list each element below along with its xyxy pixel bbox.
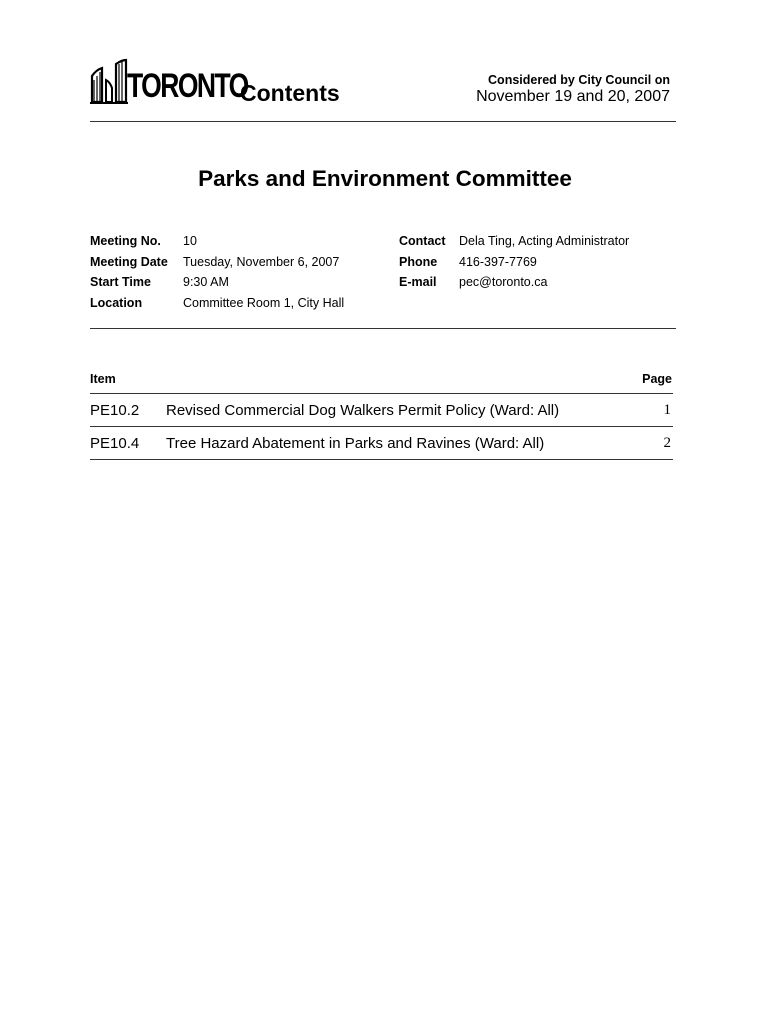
contact-value: Dela Ting, Acting Administrator <box>459 234 630 248</box>
item-id: PE10.2 <box>90 402 140 419</box>
meeting-number-label: Meeting No. <box>90 234 161 248</box>
item-title: Tree Hazard Abatement in Parks and Ravines (Ward: All) <box>166 435 545 452</box>
start-time-value: 9:30 AM <box>183 275 229 289</box>
info-divider <box>90 328 676 329</box>
table-header-divider <box>90 393 673 394</box>
header-divider <box>90 121 676 122</box>
committee-title: Parks and Environment Committee <box>198 166 572 191</box>
considered-label: Considered by City Council on <box>488 73 670 87</box>
email-value: pec@toronto.ca <box>459 275 548 289</box>
item-column-header: Item <box>90 372 116 386</box>
item-page: 2 <box>663 435 671 451</box>
item-title: Revised Commercial Dog Walkers Permit Policy (Ward: All) <box>166 402 560 419</box>
toronto-wordmark: TORONTO <box>127 67 248 105</box>
email-label: E-mail <box>399 275 437 289</box>
location-value: Committee Room 1, City Hall <box>183 296 345 310</box>
meeting-date-label: Meeting Date <box>90 255 168 269</box>
council-dates: November 19 and 20, 2007 <box>476 88 670 105</box>
phone-label: Phone <box>399 255 438 269</box>
meeting-date-value: Tuesday, November 6, 2007 <box>183 255 340 269</box>
meeting-number-value: 10 <box>183 234 197 248</box>
phone-value: 416-397-7769 <box>459 255 537 269</box>
start-time-label: Start Time <box>90 275 151 289</box>
row-divider <box>90 426 673 427</box>
item-page: 1 <box>663 402 671 418</box>
page-title: Contents <box>240 80 340 106</box>
location-label: Location <box>90 296 143 310</box>
contact-label: Contact <box>399 234 446 248</box>
row-divider <box>90 459 673 460</box>
page-column-header: Page <box>642 372 672 386</box>
item-id: PE10.4 <box>90 435 140 452</box>
